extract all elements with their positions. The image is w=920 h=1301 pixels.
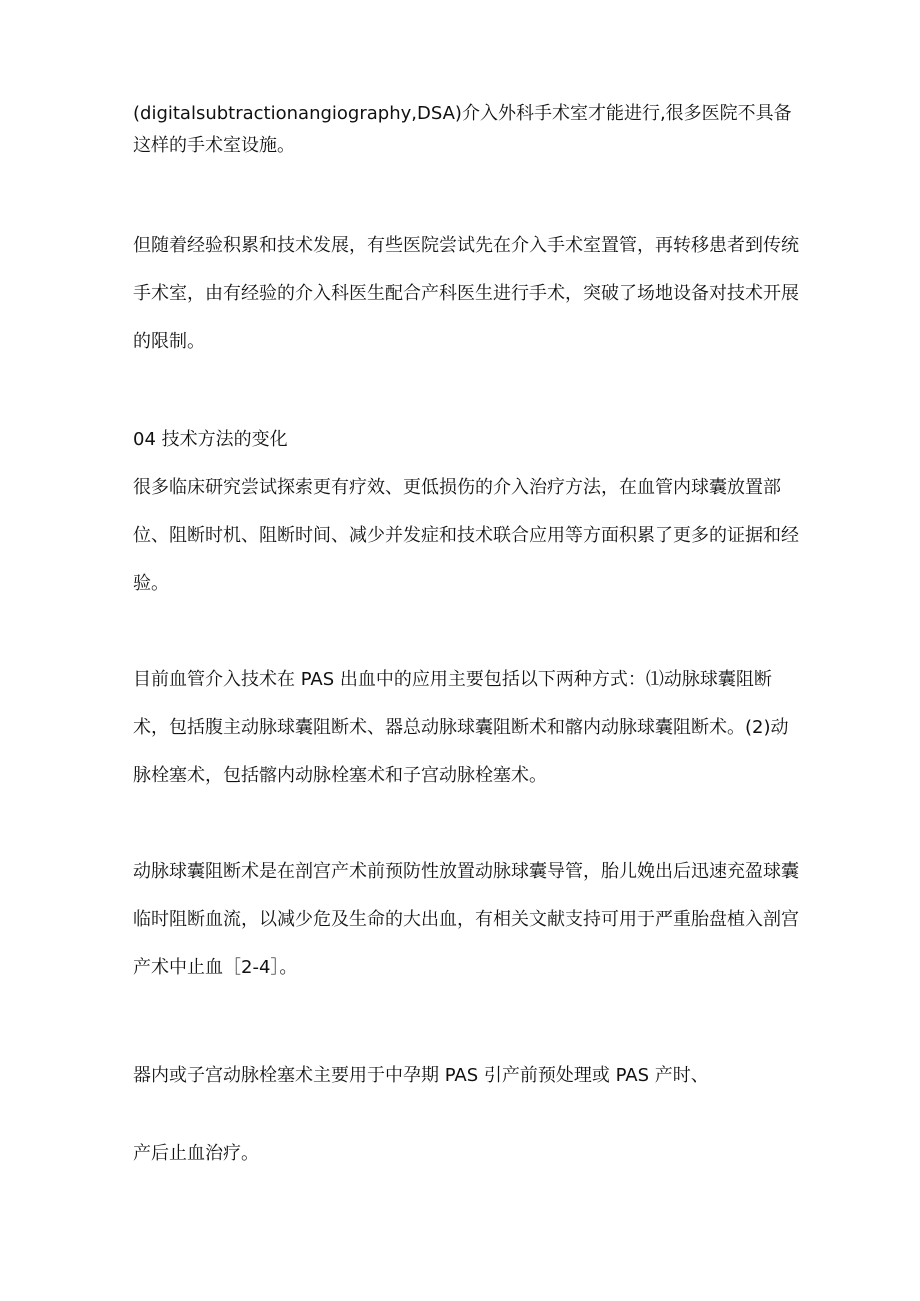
- research-paragraph: 很多临床研究尝试探索更有疗效、更低损伤的介入治疗方法，在血管内球囊放置部位、阻断时机、阻断时间、减少并发症和技术联合应用等方面积累了更多的证据和经验。: [133, 477, 799, 594]
- embolization-paragraph-line1: 器内或子宫动脉栓塞术主要用于中孕期 PAS 引产前预处理或 PAS 产时、: [133, 1065, 709, 1086]
- embolization-paragraph-line2: 产后止血治疗。: [133, 1143, 259, 1164]
- balloon-occlusion-paragraph: 动脉球囊阻断术是在剖宫产术前预防性放置动脉球囊导管，胎儿娩出后迅速充盈球囊临时阻断血流，以减少危及生命的大出血，有相关文献支持可用于严重胎盘植入剖宫产术中止血［2-4］。: [133, 861, 799, 978]
- development-paragraph: 但随着经验积累和技术发展，有些医院尝试先在介入手术室置管，再转移患者到传统手术室，由有经验的介入科医生配合产科医生进行手术，突破了场地设备对技术开展的限制。: [133, 235, 799, 352]
- methods-paragraph: 目前血管介入技术在 PAS 出血中的应用主要包括以下两种方式：⑴动脉球囊阻断术，包括腹主动脉球囊阻断术、器总动脉球囊阻断术和髂内动脉球囊阻断术。(2)动脉栓塞术，包括髂内动脉栓塞术和子宫动脉栓塞术。: [133, 669, 789, 786]
- intro-paragraph: (digitalsubtractionangiography,DSA)介入外科手术室才能进行,很多医院不具备这样的手术室设施。: [133, 103, 792, 156]
- section-heading: 04 技术方法的变化: [133, 429, 288, 450]
